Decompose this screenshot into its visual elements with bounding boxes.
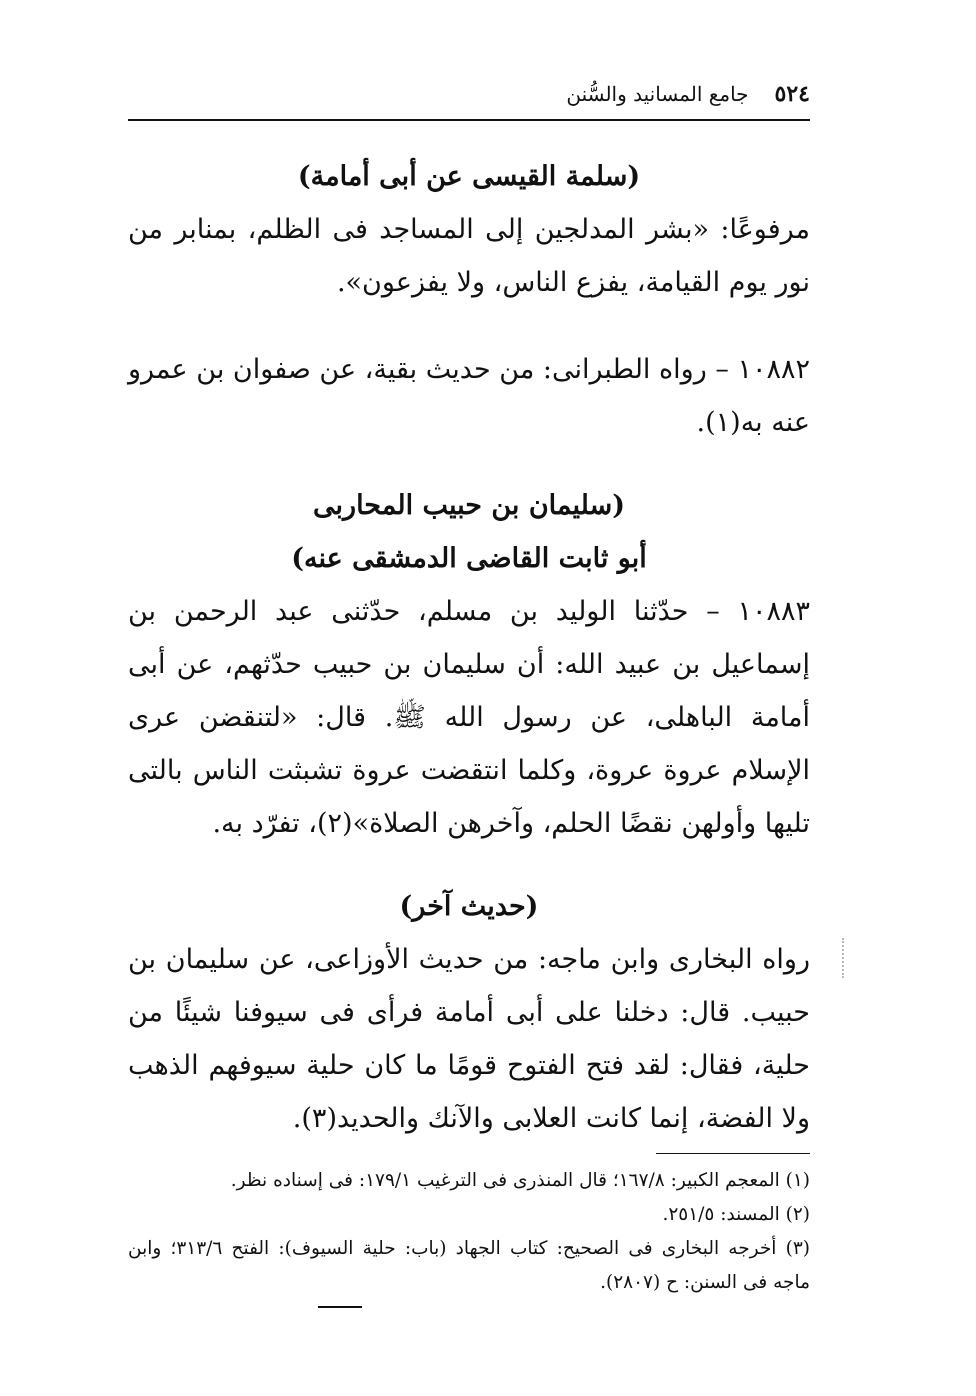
section-heading-salama: (سلمة القيسى عن أبى أمامة): [297, 161, 641, 192]
footnote-1: (١) المعجم الكبير: ١٦٧/٨؛ قال المنذرى فى الترغيب ١٧٩/١: فى إسناده نظر.: [230, 1170, 810, 1191]
spacer: [128, 449, 810, 479]
margin-mark: [842, 938, 844, 978]
page-header: [128, 76, 810, 112]
bottom-mark: [318, 1306, 362, 1308]
page-body: [128, 150, 810, 1145]
footnote-divider: [656, 1153, 810, 1154]
section-heading-another-hadith: (حديث آخر): [399, 891, 539, 922]
hadith-10883: ١٠٨٨٣ – حدّثنا الوليد بن مسلم، حدّثنى عبد الرحمن بن إسماعيل بن عبيد الله: أن سليمان بن حبيب حدّثهم، عن أبى أمامة الباهلى، عن رسول الله ﷺ. قال: «لتنقضن عرى الإسلام عروة عروة، وكلما انتقضت عروة تشبثت الناس بالتى تليها وأولهن نقضًا الحلم، وآخرهن الصلاة»(٢)، تفرّد به.: [128, 596, 810, 839]
header-divider: [128, 119, 810, 121]
footnotes: [128, 1164, 810, 1300]
paragraph-bukhari: رواه البخارى وابن ماجه: من حديث الأوزاعى، عن سليمان بن حبيب. قال: دخلنا على أبى أمامة فرأى فى سيوفنا شيئًا من حلية، فقال: لقد فتح الفتوح قومًا ما كان حلية سيوفهم الذهب ولا الفضة، إنما كانت العلابى والآنك والحديد(٣).: [128, 944, 810, 1134]
book-title: جامع المسانيد والسُّنن: [566, 82, 749, 106]
footnote-2: (٢) المسند: ٢٥١/٥.: [662, 1204, 810, 1225]
section-heading-sulayman: (سليمان بن حبيب المحاربى: [313, 490, 625, 521]
footnote-3: (٣) أخرجه البخارى فى الصحيح: كتاب الجهاد (باب: حلية السيوف): الفتح ٣١٣/٦؛ وابن ماجه فى السنن: ح (٢٨٠٧).: [128, 1238, 810, 1293]
spacer: [128, 309, 810, 343]
spacer: [128, 850, 810, 880]
paragraph-marfu: مرفوعًا: «بشر المدلجين إلى المساجد فى الظلم، بمنابر من نور يوم القيامة، يفزع الناس، ولا يفزعون».: [128, 214, 810, 298]
section-subheading-sulayman: أبو ثابت القاضى الدمشقى عنه): [291, 543, 647, 574]
hadith-10882: ١٠٨٨٢ – رواه الطبرانى: من حديث بقية، عن صفوان بن عمرو عنه به(١).: [128, 354, 810, 438]
page-number: ٥٢٤: [774, 81, 810, 107]
